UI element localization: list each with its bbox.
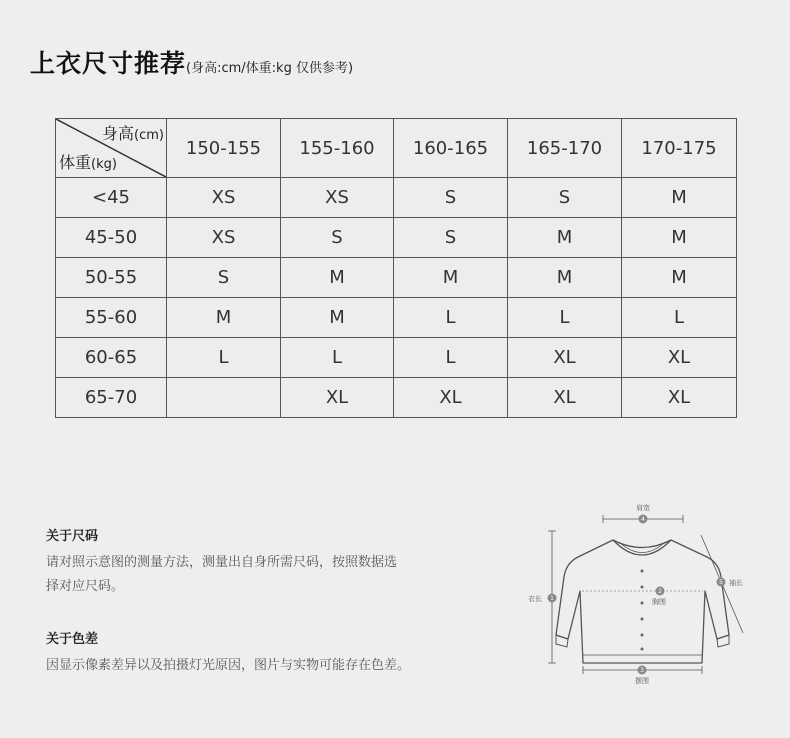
about-size-line: 请对照示意图的测量方法，测量出自身所需尺码，按照数据选: [46, 555, 398, 570]
page-title: [30, 44, 353, 80]
size-cell: S: [508, 178, 622, 218]
table-row: [56, 218, 737, 258]
sweater-diagram: [515, 495, 775, 695]
right-cuff: [717, 635, 729, 647]
size-cell: L: [394, 338, 508, 378]
size-cell: M: [622, 218, 737, 258]
column-header: 155-160: [281, 119, 394, 178]
size-cell: L: [167, 338, 281, 378]
about-color-heading: 关于色差: [46, 632, 99, 647]
size-cell: XL: [281, 378, 394, 418]
size-cell: L: [508, 298, 622, 338]
table-row: [56, 378, 737, 418]
height-label: 身高(cm): [102, 124, 164, 143]
weight-cell: 45-50: [56, 218, 167, 258]
about-color-text: 因显示像素差异以及拍摄灯光原因，图片与实物可能存在色差。: [46, 658, 411, 673]
length-label: 衣长: [528, 595, 542, 603]
column-header: 160-165: [394, 119, 508, 178]
size-cell: M: [622, 178, 737, 218]
size-cell: S: [281, 218, 394, 258]
column-header: 150-155: [167, 119, 281, 178]
size-cell: L: [622, 298, 737, 338]
size-cell: M: [281, 258, 394, 298]
about-size-text: [46, 551, 486, 599]
weight-cell: 65-70: [56, 378, 167, 418]
title-sub: (身高:cm/体重:kg 仅供参考): [186, 61, 354, 76]
size-cell: XL: [508, 338, 622, 378]
column-header: 170-175: [622, 119, 737, 178]
weight-cell: 60-65: [56, 338, 167, 378]
sleeve-num: 5: [719, 579, 723, 587]
weight-cell: 50-55: [56, 258, 167, 298]
about-color-section: [46, 628, 486, 678]
table-row: [56, 258, 737, 298]
length-num: 1: [550, 595, 554, 603]
weight-label: 体重(kg): [59, 153, 117, 172]
size-cell: M: [622, 258, 737, 298]
shoulder-num: 4: [641, 516, 645, 524]
size-cell: S: [394, 178, 508, 218]
table-row: [56, 338, 737, 378]
about-size-line: 择对应尺码。: [46, 579, 125, 594]
size-cell: S: [394, 218, 508, 258]
size-cell: M: [508, 218, 622, 258]
table-row: [56, 178, 737, 218]
chest-label: 胸围: [652, 598, 666, 606]
weight-cell: <45: [56, 178, 167, 218]
size-cell: M: [394, 258, 508, 298]
size-cell: M: [167, 298, 281, 338]
hem-label: 摆围: [635, 677, 649, 685]
size-cell: XS: [167, 178, 281, 218]
button-row: [641, 570, 644, 651]
column-header: 165-170: [508, 119, 622, 178]
measurement-diagram: [515, 495, 775, 695]
size-cell: XL: [394, 378, 508, 418]
weight-cell: 55-60: [56, 298, 167, 338]
size-cell: L: [281, 338, 394, 378]
chest-num: 2: [658, 588, 662, 596]
size-cell: [167, 378, 281, 418]
shoulder-label: 肩宽: [636, 504, 650, 512]
sleeve-label: 袖长: [729, 579, 743, 587]
size-cell: XL: [622, 378, 737, 418]
size-cell: XL: [622, 338, 737, 378]
left-cuff: [556, 635, 568, 647]
table-row: [56, 298, 737, 338]
corner-cell: [56, 119, 167, 178]
about-size-section: [46, 525, 486, 599]
size-table: [55, 118, 737, 418]
size-cell: XS: [167, 218, 281, 258]
size-cell: S: [167, 258, 281, 298]
size-cell: XL: [508, 378, 622, 418]
size-cell: M: [281, 298, 394, 338]
sweater-outline: [556, 540, 729, 663]
hem-num: 3: [640, 667, 644, 675]
table-header-row: [56, 119, 737, 178]
size-cell: L: [394, 298, 508, 338]
size-cell: M: [508, 258, 622, 298]
title-main: 上衣尺寸推荐: [30, 49, 187, 78]
size-cell: XS: [281, 178, 394, 218]
about-size-heading: 关于尺码: [46, 529, 99, 544]
